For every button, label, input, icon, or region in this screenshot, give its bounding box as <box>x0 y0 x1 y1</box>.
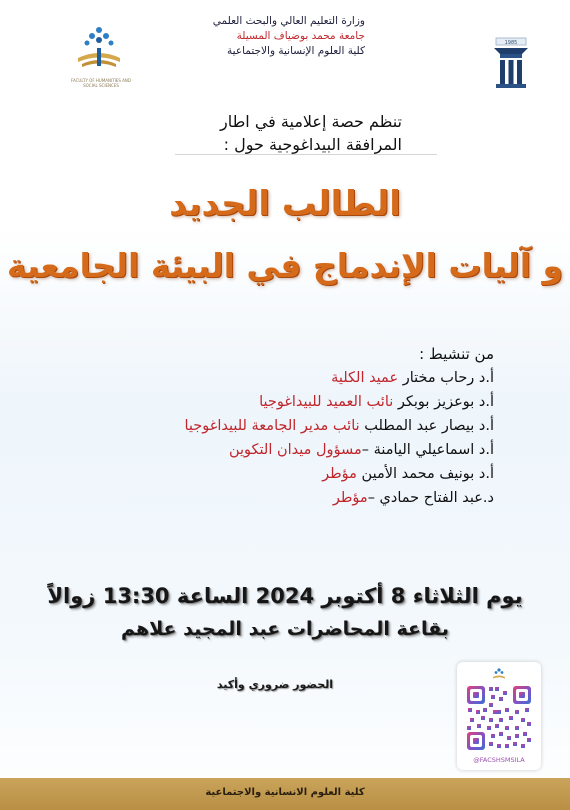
organizers-heading: من تنشيط : <box>419 345 494 363</box>
organizer-role: عميد الكلية <box>331 370 399 386</box>
qr-code-icon[interactable] <box>465 684 533 752</box>
institution-header <box>145 14 365 59</box>
organizer-name: أ.د رحاب مختار <box>398 370 494 386</box>
organizer-name: أ.د بوعزيز بوبكر <box>393 394 494 410</box>
faculty-line: كلية العلوم الإنسانية والاجتماعية <box>227 45 365 57</box>
organizer-role: مسؤول ميدان التكوين <box>228 442 362 458</box>
organizer-row <box>34 486 494 510</box>
organizer-name: أ.د اسماعيلي اليامنة – <box>361 442 494 458</box>
university-logo-icon <box>490 34 532 90</box>
organizer-row <box>34 366 494 390</box>
qr-card[interactable] <box>457 662 541 770</box>
main-subtitle: و آليات الإندماج في البيئة الجامعية <box>6 246 564 285</box>
organizers-list <box>34 342 494 510</box>
event-place: بقاعة المحاضرات عبد المجيد علاهم <box>121 618 449 640</box>
organizer-role: مؤطر <box>322 466 357 482</box>
faculty-logo-caption: FACULTY OF HUMANITIES AND SOCIAL SCIENCES <box>71 78 131 88</box>
social-handle: @FACSHSMSILA <box>473 756 525 764</box>
event-date: يوم الثلاثاء 8 أكتوبر 2024 الساعة 13:30 زوالاً <box>47 584 523 608</box>
organizer-role: نائب العميد للبيداغوجيا <box>259 394 394 410</box>
intro-divider <box>175 154 437 155</box>
organizer-row <box>34 414 494 438</box>
ministry-line: وزارة التعليم العالي والبحث العلمي <box>212 15 365 27</box>
faculty-logo-icon <box>70 24 128 76</box>
intro-text <box>142 110 402 156</box>
university-line: جامعة محمد بوضياف المسيلة <box>236 30 365 42</box>
organizer-row <box>34 462 494 486</box>
organizer-name: أ.د بيصار عبد المطلب <box>359 418 494 434</box>
footer-text: كلية العلوم الانسانية والاجتماعية <box>205 787 365 798</box>
university-logo-year: 1985 <box>504 39 518 46</box>
organizer-name: أ.د بونيف محمد الأمين <box>356 466 494 482</box>
organizer-role: نائب مدير الجامعة للبيداغوجيا <box>184 418 360 434</box>
main-title: الطالب الجديد <box>169 184 401 224</box>
intro-line-2: المرافقة البيداغوجية حول : <box>223 135 402 154</box>
faculty-mini-logo-icon <box>491 667 507 681</box>
intro-line-1: تنظم حصة إعلامية في اطار <box>219 112 402 131</box>
organizer-role: مؤطر <box>332 490 368 506</box>
organizer-name: د.عبد الفتاح حمادي – <box>367 490 494 506</box>
organizer-row <box>34 438 494 462</box>
attendance-note: الحضور ضروري وأكيد <box>216 678 334 691</box>
footer-band <box>0 778 570 810</box>
organizer-row <box>34 390 494 414</box>
